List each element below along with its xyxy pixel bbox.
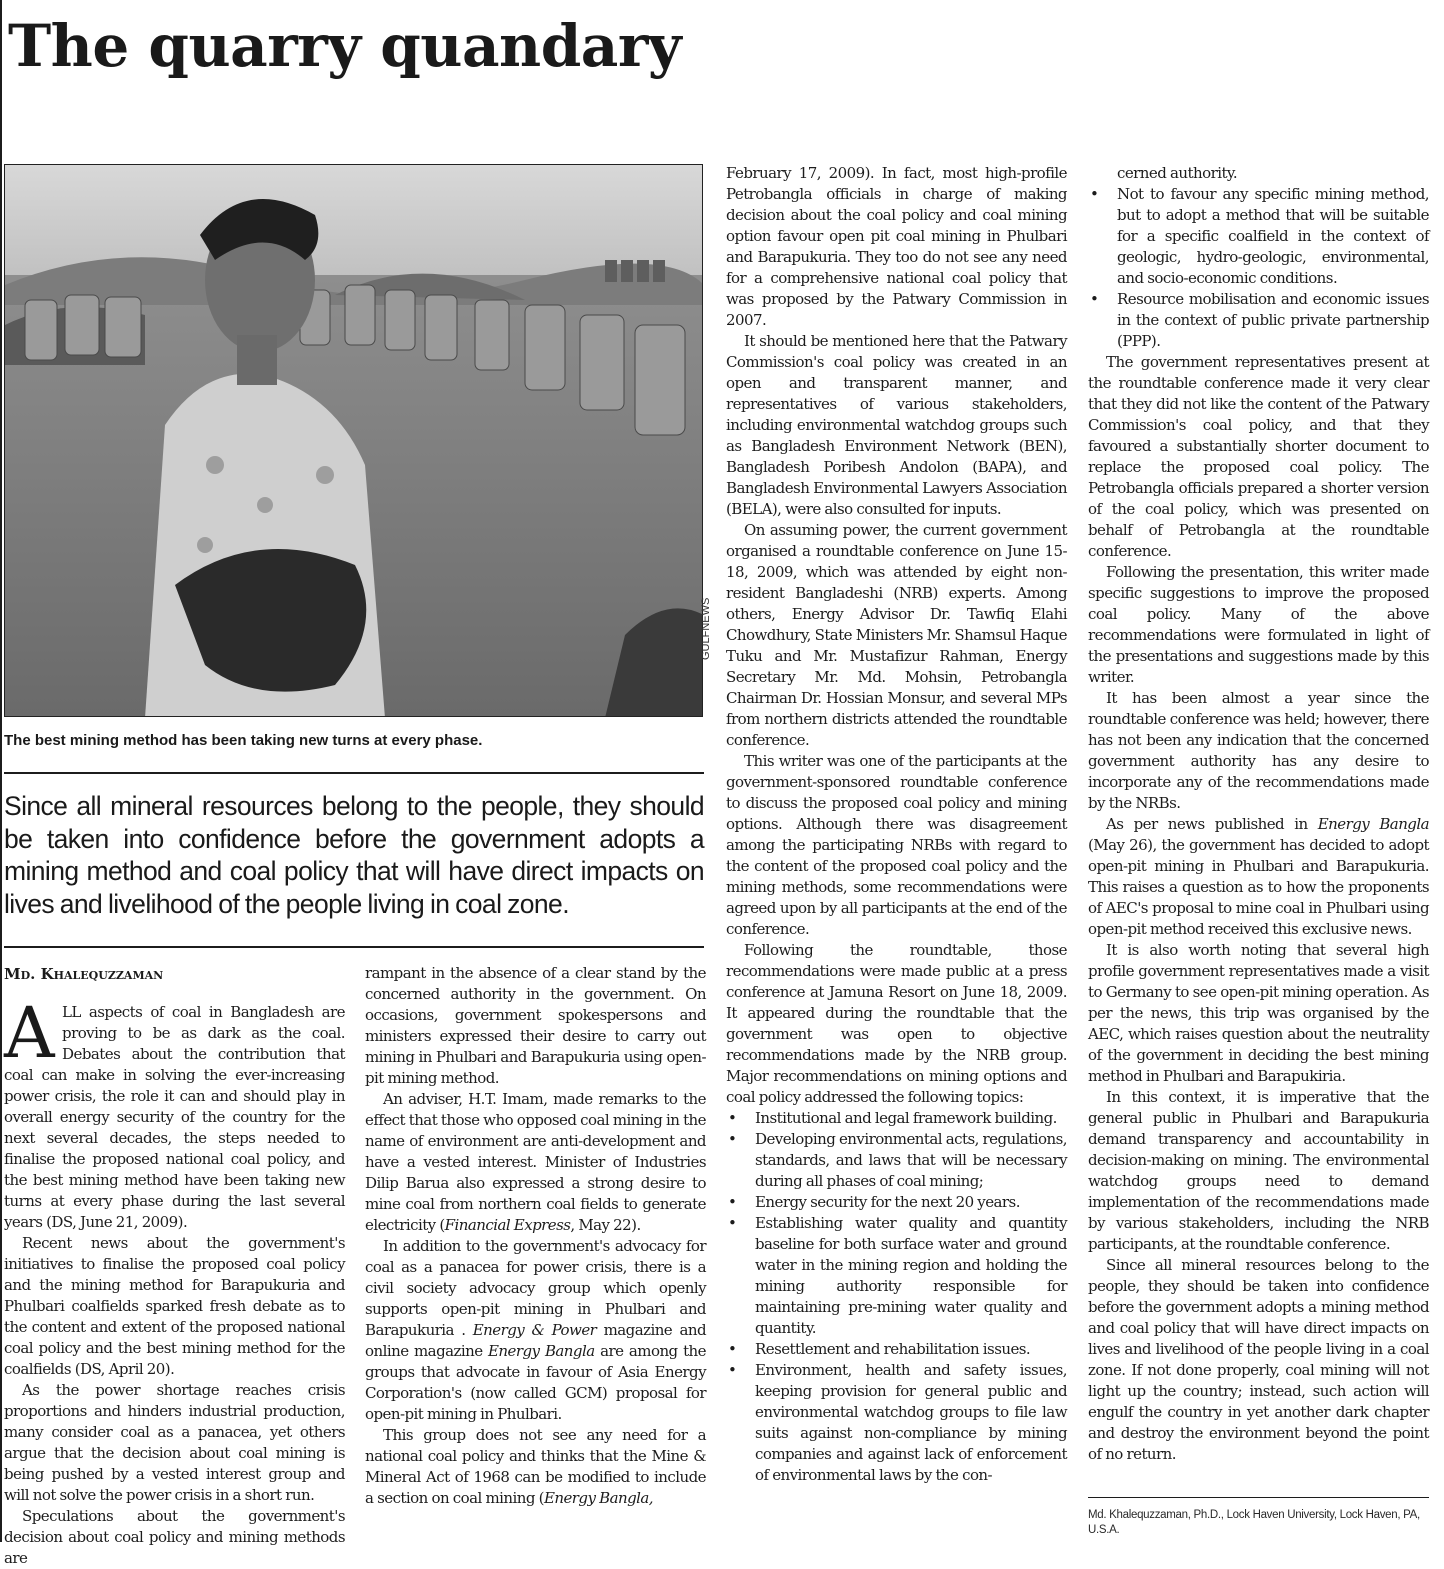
list-item: • Resettlement and rehabilitation issues. — [726, 1339, 1067, 1360]
photo-credit: GULFNEWS — [700, 597, 712, 660]
paragraph: Recent news about the government's initiatives to finalise the proposed coal policy and the mining method for Barapukuria and Phulbari coalfields sparked fresh debate as to the content and extent of the proposed national coal policy and the best mining method for the coalfields (DS, April 20). — [4, 1234, 345, 1378]
paragraph: On assuming power, the current government organised a roundtable conference on June 15-18, 2009, which was attended by eight non-resident Bangladeshi (NRB) experts. Among others, Energy Advisor Dr. Tawfiq Elahi Chowdhury, State Ministers Mr. Shamsul Haque Tuku and Mr. Mustafizur Rahman, Energy Secretary Mr. Md. Mohsin, Petrobangla Chairman Dr. Hossian Monsur, and several MPs from northern districts attended the roundtable conference. — [726, 521, 1067, 749]
paragraph: February 17, 2009). In fact, most high-profile Petrobangla officials in charge of making decision about the coal policy and coal mining option favour open pit coal mining in Phulbari and Barapukuria. They too do not see any need for a comprehensive national coal policy that was proposed by the Patwary Commission in 2007. — [726, 164, 1067, 329]
paragraph: As per news published in Energy Bangla (May 26), the government has decided to adopt open-pit mining in Phulbari and Barapukuria. This raises a question as to how the proponents of AEC's proposal to mine coal in Phulbari using open-pit method received this exclusive news. — [1088, 815, 1429, 938]
list-continuation: cerned authority. — [1117, 164, 1238, 182]
list-item: • Developing environmental acts, regulations, standards, and laws that will be necessary during all phases of coal mining; — [726, 1129, 1067, 1192]
paragraph: This group does not see any need for a national coal policy and thinks that the Mine & Mineral Act of 1968 can be modified to include a section on coal mining (Energy Bangla, — [365, 1426, 706, 1507]
paragraph: As the power shortage reaches crisis proportions and hinders industrial production, many consider coal as a panacea, yet others argue that the decision about coal mining is being pushed by a vested interest group and will not solve the power crisis in a short run. — [4, 1381, 345, 1504]
paragraph: In this context, it is imperative that the general public in Phulbari and Barapukuria demand transparency and accountability in decision-making on mining. The environmental watchdog groups need to demand implementation of the recommendations made by various stakeholders, including the NRB participants, at the roundtable conference. — [1088, 1088, 1429, 1253]
paragraph: Following the presentation, this writer made specific suggestions to improve the proposed coal policy. Many of the above recommendations were formulated in light of the presentations and suggestions made by this writer. — [1088, 563, 1429, 686]
paragraph: ALL aspects of coal in Bangladesh are proving to be as dark as the coal. Debates about the contribution that coal can make in solving the ever-increasing power crisis, the role it can and should play in overall energy security of the country for the next several decades, the steps needed to finalise the proposed national coal policy, and the best mining method have been taking new turns at every phase during the last several years (DS, June 21, 2009). — [4, 992, 345, 1231]
list-item: • Not to favour any specific mining method, but to adopt a method that will be suitable for a specific coalfield in the context of geologic, hydro-geologic, environmental, and socio-economic conditions. — [1088, 184, 1429, 289]
paragraph: An adviser, H.T. Imam, made remarks to the effect that those who opposed coal mining in the name of environment are anti-development and have a vested interest. Minister of Industries Dilip Barua also expressed a strong desire to mine coal from northern coal fields to generate electricity (Financial Express, May 22). — [365, 1090, 706, 1234]
photo-illustration — [5, 165, 703, 717]
paragraph: In addition to the government's advocacy for coal as a panacea for power crisis, there is a civil society advocacy group which openly supports open-pit mining in Phulbari and Barapukuria . Energy & Power magazine and online magazine Energy Bangla are among the groups that advocate in favour of Asia Energy Corporation's (now called GCM) proposal for open-pit mining in Phulbari. — [365, 1237, 706, 1423]
recommendations-list — [726, 1108, 1067, 1486]
paragraph: The government representatives present at the roundtable conference made it very clear that they did not like the content of the Patwary Commission's coal policy, and that they favoured a substantially shorter document to replace the proposed coal policy. The Petrobangla officials prepared a shorter version of the coal policy, which was presented on behalf of Petrobangla at the roundtable conference. — [1088, 353, 1429, 560]
paragraph: rampant in the absence of a clear stand by the concerned authority in the government. On occasions, government spokespersons and ministers expressed their desire to carry out mining in Phulbari and Barapukuria using open-pit mining method. — [365, 964, 706, 1087]
article-column-4 — [1088, 163, 1429, 1465]
recommendations-list-continued — [1088, 184, 1429, 352]
paragraph: Speculations about the government's decision about coal policy and mining methods are — [4, 1507, 345, 1567]
list-item: • Establishing water quality and quantity baseline for both surface water and ground water in the mining region and holding the mining authority responsible for maintaining pre-mining water quality and quantity. — [726, 1213, 1067, 1339]
paragraph: It should be mentioned here that the Patwary Commission's coal policy was created in an open and transparent manner, and representatives of various stakeholders, including environmental watchdog groups such as Bangladesh Environment Network (BEN), Bangladesh Poribesh Andolon (BAPA), and Bangladesh Environmental Lawyers Association (BELA), were also consulted for inputs. — [726, 332, 1067, 518]
headline: The quarry quandary — [8, 12, 682, 80]
author-note-divider — [1088, 1497, 1429, 1498]
paragraph: Since all mineral resources belong to the people, they should be taken into confidence before the government adopts a mining method and coal policy that will have direct impacts on lives and livelihood of the people living in a coal zone. If not done properly, coal mining will not light up the country; instead, such action will engulf the country in yet another dark chapter and destroy the environment beyond the point of no return. — [1088, 1256, 1429, 1463]
paragraph: It has been almost a year since the roundtable conference was held; however, there has not been any indication that the concerned government authority has any desire to incorporate any of the recommendations made by the NRBs. — [1088, 689, 1429, 812]
paragraph: This writer was one of the participants at the government-sponsored roundtable conference to discuss the proposed coal policy and mining options. Although there was disagreement among the participating NRBs with regard to the content of the proposed coal policy and the mining methods, some recommendations were agreed upon by all participants at the end of the conference. — [726, 752, 1067, 938]
page-left-border — [0, 0, 2, 1542]
list-item: • Resource mobilisation and economic issues in the context of public private partnership (PPP). — [1088, 289, 1429, 352]
list-item: • Institutional and legal framework building. — [726, 1108, 1067, 1129]
article-column-2 — [365, 963, 706, 1509]
article-column-3 — [726, 163, 1067, 1486]
divider-bottom — [4, 946, 704, 948]
pull-quote: Since all mineral resources belong to the people, they should be taken into confidence before the government adopts a mining method and coal policy that will have direct impacts on lives and livelihood of the people living in coal zone. — [4, 791, 704, 919]
byline: Md. Khalequzzaman — [4, 965, 164, 983]
photo-caption: The best mining method has been taking new turns at every phase. — [4, 732, 483, 749]
author-note: Md. Khalequzzaman, Ph.D., Lock Haven University, Lock Haven, PA, U.S.A. — [1088, 1509, 1420, 1536]
paragraph: Following the roundtable, those recommendations were made public at a press conference at Jamuna Resort on June 18, 2009. It appeared during the roundtable that the government was open to objective recommendations made by the NRB group. Major recommendations on mining options and coal policy addressed the following topics: — [726, 941, 1067, 1106]
article-column-1 — [4, 992, 345, 1569]
list-item: • Environment, health and safety issues, keeping provision for general public and environmental watchdog groups to file law suits against non-compliance by mining companies and against lack of enforcement of environmental laws by the con- — [726, 1360, 1067, 1486]
list-item: • Energy security for the next 20 years. — [726, 1192, 1067, 1213]
paragraph: It is also worth noting that several high profile government representatives made a visit to Germany to see open-pit mining operation. As per the news, this trip was organised by the AEC, which raises question about the neutrality of the government in deciding the best mining method in Phulbari and Barapukiria. — [1088, 941, 1429, 1085]
article-photo — [4, 164, 703, 717]
drop-cap: A — [4, 992, 55, 1074]
divider-top — [4, 772, 704, 774]
